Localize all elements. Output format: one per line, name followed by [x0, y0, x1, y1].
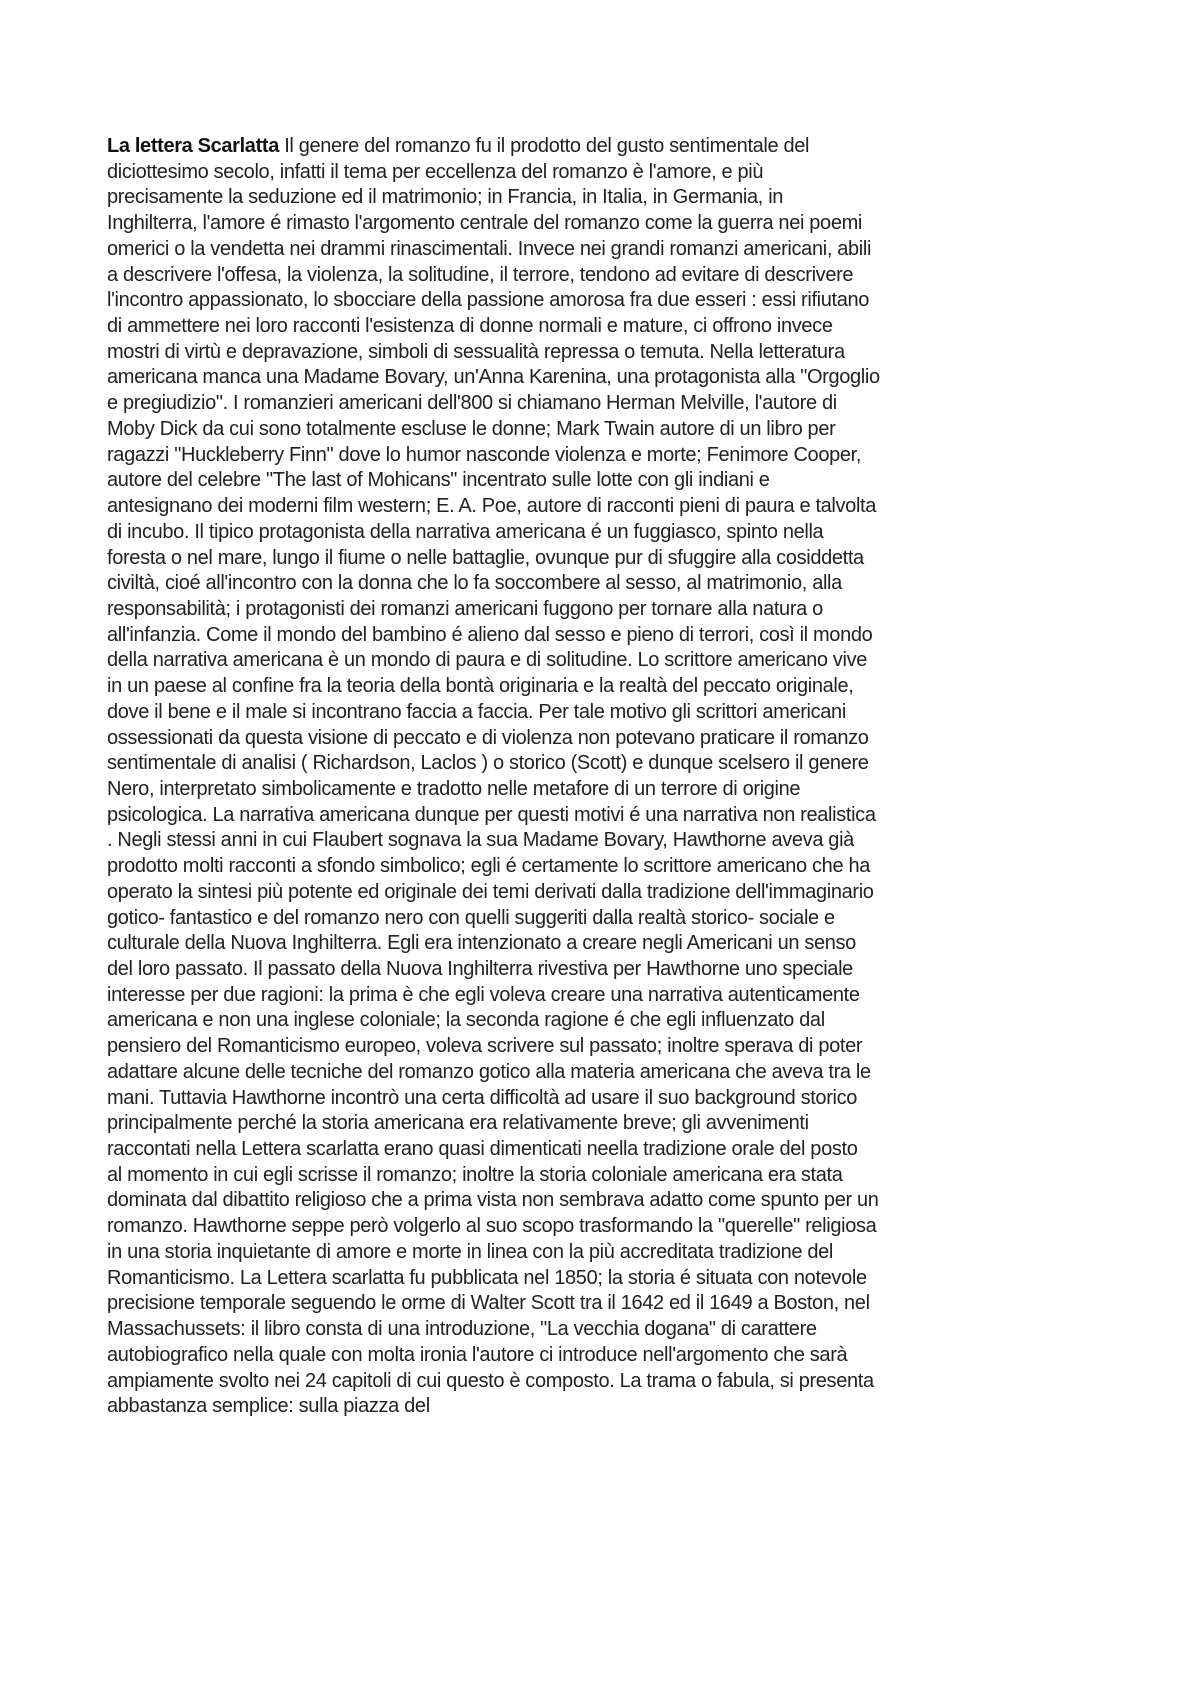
text-line: omerici o la vendetta nei drammi rinascimentali. Invece nei grandi romanzi americani, abili	[107, 237, 872, 260]
text-line: ampiamente svolto nei 24 capitoli di cui questo è composto. La trama o fabula, si presenta	[107, 1369, 874, 1392]
text-line: civiltà, cioé all'incontro con la donna che lo fa soccombere al sesso, al matrimonio, alla	[107, 572, 842, 595]
text-line: operato la sintesi più potente ed originale dei temi derivati dalla tradizione dell'immaginario	[107, 880, 874, 903]
document-body	[107, 134, 1107, 1420]
text-line: gotico- fantastico e del romanzo nero con quelli suggeriti dalla realtà storico- sociale e	[107, 906, 835, 929]
text-line: di incubo. Il tipico protagonista della narrativa americana é un fuggiasco, spinto nella	[107, 520, 824, 543]
text-line: mostri di virtù e depravazione, simboli di sessualità repressa o temuta. Nella letteratura	[107, 340, 845, 363]
text-line: autore del celebre "The last of Mohicans" incentrato sulle lotte con gli indiani e	[107, 469, 770, 492]
text-line: Massachussets: il libro consta di una introduzione, "La vecchia dogana" di carattere	[107, 1318, 817, 1341]
text-line: all'infanzia. Come il mondo del bambino é alieno dal sesso e pieno di terrori, così il mondo	[107, 623, 873, 646]
text-line: autobiografico nella quale con molta ironia l'autore ci introduce nell'argomento che sarà	[107, 1343, 848, 1366]
text-line: Nero, interpretato simbolicamente e tradotto nelle metafore di un terrore di origine	[107, 777, 801, 800]
text-line: a descrivere l'offesa, la violenza, la solitudine, il terrore, tendono ad evitare di descrivere	[107, 263, 854, 286]
text-line: diciottesimo secolo, infatti il tema per eccellenza del romanzo è l'amore, e più	[107, 160, 764, 183]
paragraph-lines	[107, 160, 1107, 1420]
text-line: raccontati nella Lettera scarlatta erano quasi dimenticati neella tradizione orale del posto	[107, 1138, 858, 1161]
text-line: americana e non una inglese coloniale; la seconda ragione é che egli influenzato dal	[107, 1009, 825, 1032]
text-line	[107, 134, 1107, 160]
text-line: del loro passato. Il passato della Nuova Inghilterra rivestiva per Hawthorne uno speciale	[107, 958, 853, 980]
text-line: responsabilità; i protagonisti dei romanzi americani fuggono per tornare alla natura o	[107, 597, 823, 620]
text-line: romanzo. Hawthorne seppe però volgerlo al suo scopo trasformando la "querelle" religiosa	[107, 1215, 877, 1238]
text-line: principalmente perché la storia americana era relativamente breve; gli avvenimenti	[107, 1112, 809, 1135]
document-title: La lettera Scarlatta	[107, 135, 279, 157]
text-line: sentimentale di analisi ( Richardson, Laclos ) o storico (Scott) e dunque scelsero il genere	[107, 752, 869, 775]
text-line: precisamente la seduzione ed il matrimonio; in Francia, in Italia, in Germania, in	[107, 186, 784, 209]
text-line: l'incontro appassionato, lo sbocciare della passione amorosa fra due esseri : essi rifiutano	[107, 289, 870, 312]
text-line: precisione temporale seguendo le orme di Walter Scott tra il 1642 ed il 1649 a Boston, nel	[107, 1292, 870, 1315]
first-line-text: Il genere del romanzo fu il prodotto del gusto sentimentale del	[278, 135, 810, 157]
text-line: ossessionati da questa visione di peccato e di violenza non potevano praticare il romanzo	[107, 726, 869, 749]
text-line: al momento in cui egli scrisse il romanzo; inoltre la storia coloniale americana era stata	[107, 1163, 843, 1186]
text-line: culturale della Nuova Inghilterra. Egli era intenzionato a creare negli Americani un senso	[107, 932, 856, 955]
text-line: americana manca una Madame Bovary, un'Anna Karenina, una protagonista alla "Orgoglio	[107, 366, 880, 389]
text-line: prodotto molti racconti a sfondo simbolico; egli é certamente lo scrittore americano che ha	[107, 855, 870, 878]
text-line: e pregiudizio". I romanzieri americani dell'800 si chiamano Herman Melville, l'autore di	[107, 392, 837, 415]
text-line: pensiero del Romanticismo europeo, voleva scrivere sul passato; inoltre sperava di poter	[107, 1035, 863, 1058]
text-line: Romanticismo. La Lettera scarlatta fu pubblicata nel 1850; la storia é situata con notevole	[107, 1266, 867, 1289]
text-line: di ammettere nei loro racconti l'esistenza di donne normali e mature, ci offrono invece	[107, 315, 833, 338]
text-line: dominata dal dibattito religioso che a prima vista non sembrava adatto come spunto per un	[107, 1189, 879, 1212]
text-line: interesse per due ragioni: la prima è che egli voleva creare una narrativa autenticamente	[107, 983, 860, 1006]
text-line: Moby Dick da cui sono totalmente escluse le donne; Mark Twain autore di un libro per	[107, 417, 836, 440]
text-line: psicologica. La narrativa americana dunque per questi motivi é una narrativa non realistica	[107, 803, 876, 826]
text-line: antesignano dei moderni film western; E. A. Poe, autore di racconti pieni di paura e talvolta	[107, 495, 877, 518]
text-line: adattare alcune delle tecniche del romanzo gotico alla materia americana che aveva tra le	[107, 1060, 871, 1083]
text-line: della narrativa americana è un mondo di paura e di solitudine. Lo scrittore americano vive	[107, 649, 868, 672]
text-line: Inghilterra, l'amore é rimasto l'argomento centrale del romanzo come la guerra nei poemi	[107, 212, 862, 235]
text-line: in un paese al confine fra la teoria della bontà originaria e la realtà del peccato originale,	[107, 675, 854, 698]
text-line: dove il bene e il male si incontrano faccia a faccia. Per tale motivo gli scrittori americani	[107, 700, 846, 723]
text-line: in una storia inquietante di amore e morte in linea con la più accreditata tradizione del	[107, 1240, 833, 1263]
text-line: foresta o nel mare, lungo il fiume o nelle battaglie, ovunque pur di sfuggire alla cosiddetta	[107, 546, 864, 569]
text-line: . Negli stessi anni in cui Flaubert sognava la sua Madame Bovary, Hawthorne aveva già	[107, 829, 854, 852]
text-line: mani. Tuttavia Hawthorne incontrò una certa difficoltà ad usare il suo background storico	[107, 1086, 858, 1109]
text-line: ragazzi "Huckleberry Finn" dove lo humor nasconde violenza e morte; Fenimore Cooper,	[107, 443, 862, 466]
text-line: abbastanza semplice: sulla piazza del	[107, 1395, 430, 1418]
